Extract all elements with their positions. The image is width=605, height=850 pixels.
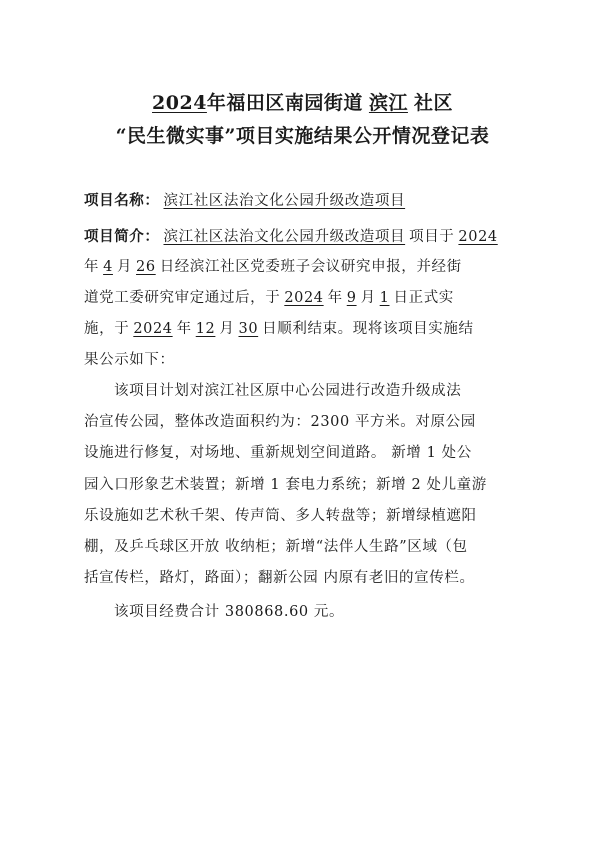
intro-text: 日经滨江社区党委班子会议研究申报，并经街	[159, 259, 462, 275]
review-month: 4	[103, 259, 113, 275]
intro-text: 年	[84, 259, 100, 275]
body-paragraph-line: 设施进行修复，对场地、重新规划空间道路。 新增 1 处公	[84, 445, 472, 461]
project-intro-label: 项目简介：	[84, 228, 160, 245]
start-month: 9	[346, 290, 357, 306]
body-paragraph-line: 乐设施如艺术秋千架、传声筒、多人转盘等；新增绿植遮阳	[84, 508, 477, 524]
end-day: 30	[238, 321, 259, 337]
title-community-suffix: 社区	[413, 92, 453, 114]
review-year: 2024	[458, 229, 498, 245]
project-name-value: 滨江社区法治文化公园升级改造项目	[163, 193, 406, 209]
project-name-label: 项目名称：	[84, 192, 160, 209]
end-year: 2024	[133, 321, 173, 337]
intro-line5: 果公示如下：	[84, 352, 175, 368]
intro-text: 施，于	[84, 321, 130, 337]
end-month: 12	[195, 321, 216, 337]
intro-text: 日顺利结束。现将该项目实施结	[262, 321, 474, 337]
project-intro-row	[84, 227, 502, 247]
project-name-row	[84, 191, 409, 211]
intro-line3	[84, 288, 454, 308]
doc-title-line1	[0, 88, 605, 115]
intro-text: 日正式实	[393, 290, 454, 306]
start-day: 1	[379, 290, 390, 306]
intro-text: 年	[327, 290, 343, 306]
intro-text: 年	[176, 321, 192, 337]
intro-line2	[84, 257, 462, 277]
body-paragraph-line: 园入口形象艺术装置；新增 1 套电力系统；新增 2 处儿童游	[84, 477, 487, 493]
body-paragraph-line: 该项目计划对滨江社区原中心公园进行改造升级成法	[114, 383, 462, 399]
title-community: 滨江	[368, 92, 408, 114]
intro-text: 项目于	[409, 229, 455, 245]
body-paragraph-line: 治宣传公园，整体改造面积约为：2300 平方米。对原公园	[84, 414, 476, 430]
intro-text: 月	[219, 321, 235, 337]
budget-total: 该项目经费合计 380868.60 元。	[114, 604, 345, 620]
review-day: 26	[136, 259, 156, 275]
body-paragraph-line: 括宣传栏，路灯，路面）；翻新公园 内原有老旧的宣传栏。	[84, 570, 475, 586]
body-paragraph-line: 棚，及乒乓球区开放 收纳柜；新增“法伴人生路”区域（包	[84, 539, 468, 555]
intro-text: 道党工委研究审定通过后，于	[84, 290, 281, 306]
title-year: 2024	[152, 92, 207, 114]
title-district: 年福田区南园街道	[206, 92, 363, 114]
intro-text: 月	[360, 290, 376, 306]
project-intro-name: 滨江社区法治文化公园升级改造项目	[163, 229, 406, 245]
intro-text: 月	[116, 259, 133, 275]
intro-line4	[84, 319, 474, 339]
doc-title-line2: “民生微实事”项目实施结果公开情况登记表	[115, 125, 490, 147]
start-year: 2024	[284, 290, 324, 306]
